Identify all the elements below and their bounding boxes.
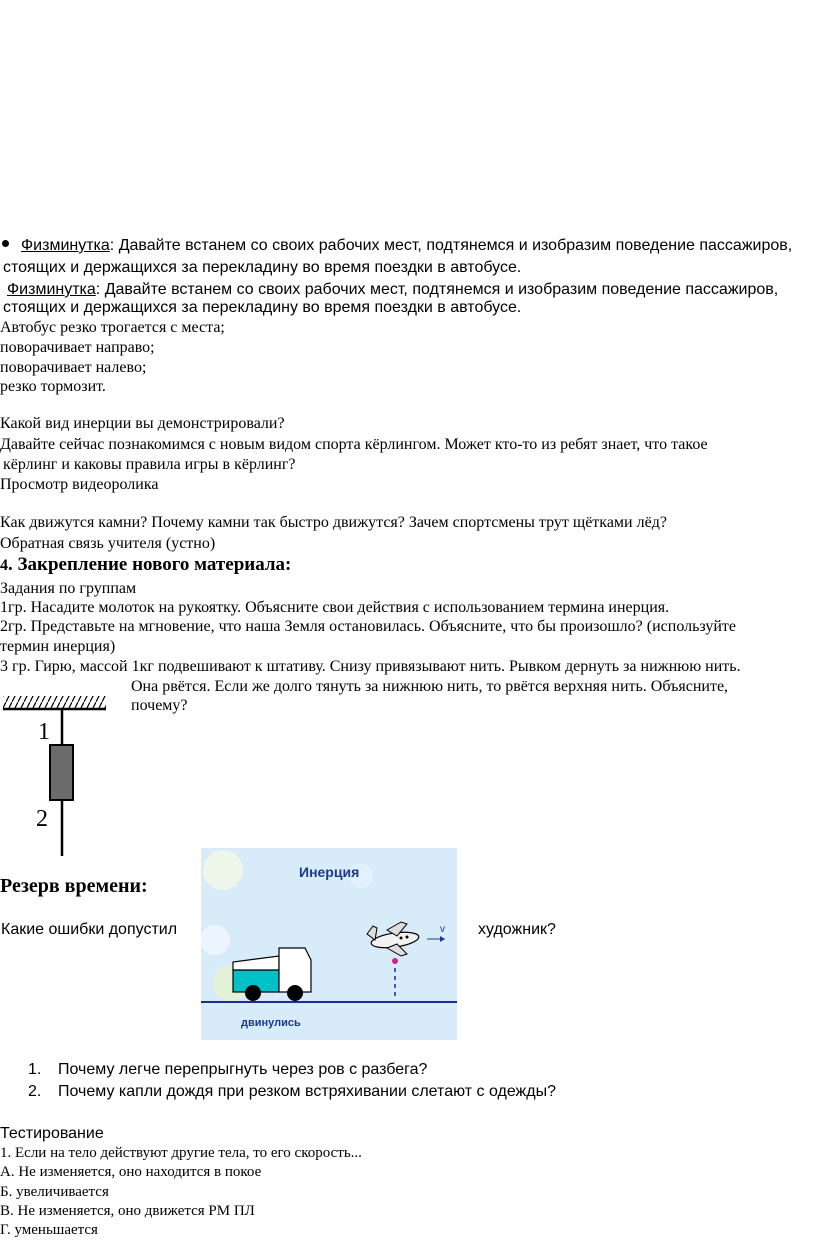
airplane-icon — [367, 922, 420, 956]
list-text: Почему легче перепрыгнуть через ров с разбега? — [58, 1061, 428, 1078]
truck-cargo-top — [233, 956, 279, 970]
list-number: 1. — [28, 1061, 42, 1078]
video-text: Просмотр видеоролика — [0, 476, 159, 493]
slide-title: Инерция — [299, 864, 360, 880]
test-question: 1. Если на тело действуют другие тела, то его скорость... — [0, 1145, 362, 1161]
weight — [50, 745, 73, 800]
bullet-item — [2, 236, 792, 256]
task-text: почему? — [131, 697, 188, 714]
question-inertia: Какой вид инерции вы демонстрировали? — [0, 415, 285, 432]
slide-drawing — [201, 848, 457, 1040]
feedback-text: Обратная связь учителя (устно) — [0, 535, 216, 552]
task-text: термин инерция) — [0, 638, 116, 655]
balloon-decoration — [201, 925, 230, 955]
ceiling-hatch — [3, 696, 106, 709]
truck-wheel — [287, 985, 303, 1001]
section-heading — [0, 555, 291, 576]
velocity-arrowhead — [440, 936, 445, 942]
bus-line: поворачивает направо; — [0, 339, 155, 356]
label-upper: 1 — [38, 719, 50, 745]
test-answer: В. Не изменяется, оно движется РМ ПЛ — [0, 1203, 255, 1219]
balloon-decoration — [203, 850, 243, 890]
artist-question-start: Какие ошибки допустил — [1, 921, 178, 938]
paragraph — [7, 280, 778, 300]
bus-line: поворачивает налево; — [0, 359, 147, 376]
task-text: Она рвётся. Если же долго тянуть за нижнюю нить, то рвётся верхняя нить. Объясните, — [131, 678, 729, 695]
section-title: . Закрепление нового материала: — [8, 554, 292, 575]
weight-figure — [0, 690, 110, 860]
bullet-dot-icon — [2, 240, 9, 247]
paragraph-text: : Давайте встанем со своих рабочих мест, подтянемся и изобразим поведение пассажиров, — [95, 281, 779, 298]
truck-wheel — [245, 985, 261, 1001]
bullet-continuation: стоящих и держащихся за перекладину во время поездки в автобусе. — [3, 259, 522, 276]
test-answer: А. Не изменяется, оно находится в покое — [0, 1164, 262, 1180]
curling-text: кёрлинг и каковы правила игры в кёрлинг? — [3, 456, 296, 473]
curling-text: Давайте сейчас познакомимся с новым видом спорта кёрлингом. Может кто-то из ребят знает, что такое — [0, 436, 708, 453]
list-item — [28, 1083, 556, 1101]
bus-line: Автобус резко трогается с места; — [0, 319, 225, 336]
list-item — [28, 1061, 427, 1079]
stones-question: Как движутся камни? Почему камни так быстро движутся? Зачем спортсмены трут щётками лёд? — [0, 514, 667, 531]
bus-line: резко тормозит. — [0, 378, 106, 395]
list-number: 2. — [28, 1083, 42, 1100]
task-text: 2гр. Представьте на мгновение, что наша Земля остановилась. Объясните, что бы произошло? (используйте — [0, 618, 737, 635]
tasks-label: Задания по группам — [0, 580, 137, 597]
test-answer: Б. увеличивается — [0, 1184, 109, 1200]
fizminutka-label: Физминутка — [21, 237, 110, 254]
artist-question-end: художник? — [478, 921, 556, 938]
velocity-label: v — [440, 924, 445, 935]
reserve-title: Резерв времени: — [0, 875, 148, 897]
section-number: 4 — [0, 557, 8, 574]
slide-caption: двинулись — [241, 1017, 301, 1029]
bullet-text: : Давайте встанем со своих рабочих мест, подтянемся и изобразим поведение пассажиров, — [109, 237, 793, 254]
task-text: 3 гр. Гирю, массой 1кг подвешивают к штативу. Снизу привязывают нить. Рывком дернуть за нижнюю нить. — [0, 658, 741, 675]
testing-title: Тестирование — [0, 1125, 104, 1142]
test-answer: Г. уменьшается — [0, 1222, 98, 1238]
task-text: 1гр. Насадите молоток на рукоятку. Объясните свои действия с использованием термина инерция. — [0, 599, 670, 616]
paragraph-continuation: стоящих и держащихся за перекладину во время поездки в автобусе. — [3, 299, 522, 316]
label-lower: 2 — [36, 806, 48, 832]
drop-marker — [392, 958, 398, 964]
list-text: Почему капли дождя при резком встряхивании слетают с одежды? — [58, 1083, 556, 1100]
inertia-slide — [201, 848, 457, 1040]
fizminutka-label: Физминутка — [7, 281, 96, 298]
